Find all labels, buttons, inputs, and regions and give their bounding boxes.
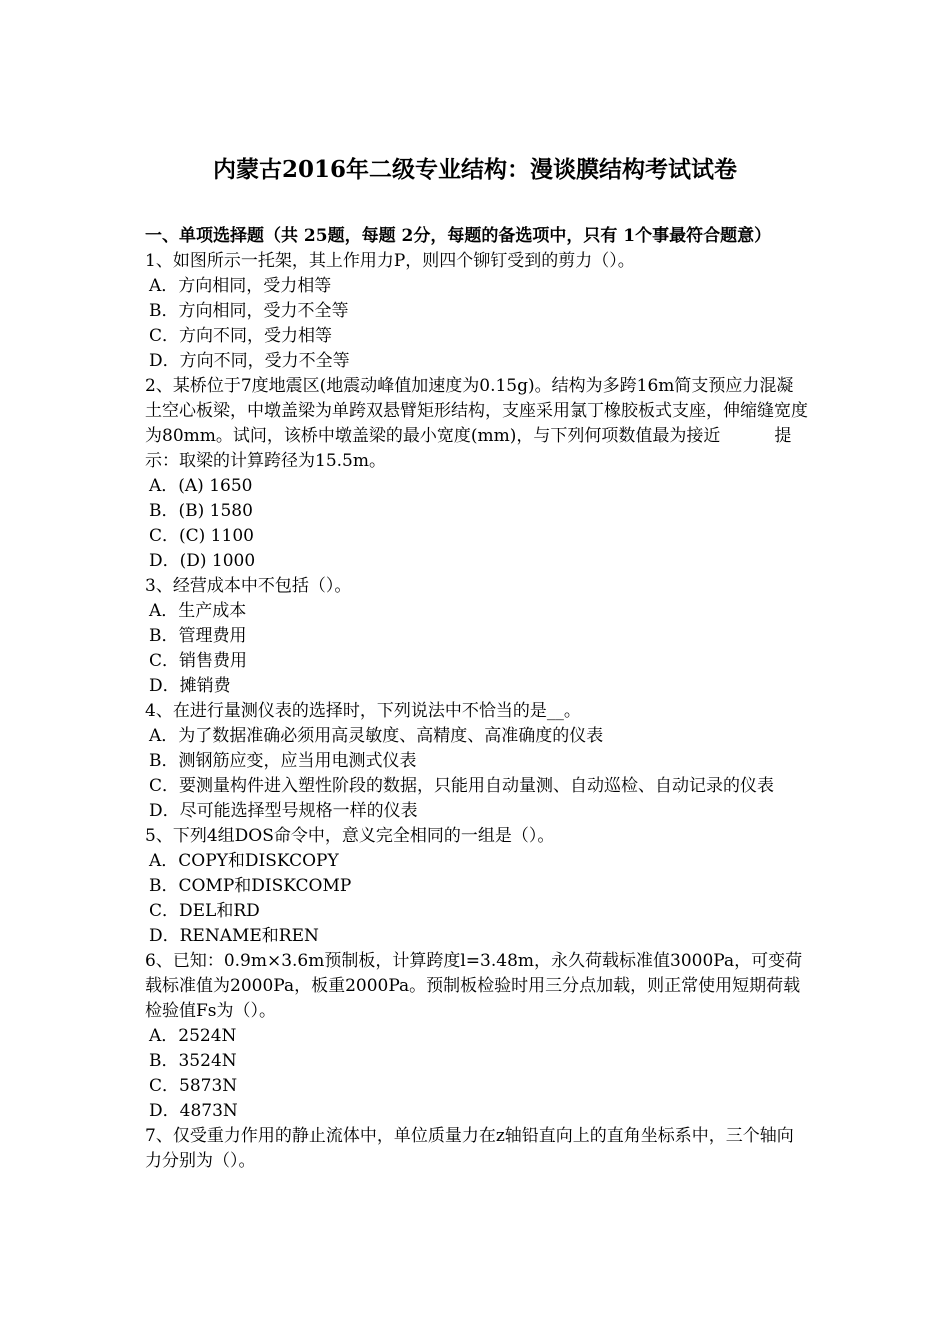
question-text: 6、已知：0.9m×3.6m预制板，计算跨度l=3.48m，永久荷载标准值3000Pa，可变荷载标准值为2000Pa，板重2000Pa。预制板检验时用三分点加载，则正常使用短期荷载检验值Fs为（）。 [145, 951, 803, 1021]
question-text: 3、经营成本中不包括（）。 [145, 576, 352, 596]
option-a: A．COPY和DISKCOPY [149, 851, 339, 871]
option-d: D．尽可能选择型号规格一样的仪表 [149, 801, 418, 821]
option-c: C．销售费用 [149, 651, 248, 671]
option-a: A．2524N [149, 1026, 237, 1046]
option-b: B．3524N [149, 1051, 237, 1071]
option-d: D．(D) 1000 [149, 551, 256, 571]
question-text: 5、下列4组DOS命令中，意义完全相同的一组是（）。 [145, 826, 555, 846]
question-text: 4、在进行量测仪表的选择时，下列说法中不恰当的是__。 [145, 701, 581, 721]
page-title: 内蒙古2016年二级专业结构：漫谈膜结构考试试卷 [212, 156, 737, 183]
option-c: C．方向不同，受力相等 [149, 326, 333, 346]
option-a: A．(A) 1650 [149, 476, 253, 496]
question-3 [145, 574, 810, 699]
question-4 [145, 699, 810, 824]
option-b: B．方向相同，受力不全等 [149, 301, 349, 321]
section-heading: 一、单项选择题（共 25题，每题 2分，每题的备选项中，只有 1个事最符合题意） [145, 226, 772, 246]
question-text: 2、某桥位于7度地震区(地震动峰值加速度为0.15g)。结构为多跨16m简支预应力混凝土空心板梁，中墩盖梁为单跨双悬臂矩形结构，支座采用氯丁橡胶板式支座，伸缩缝宽度为80mm。试问，该桥中墩盖梁的最小宽度(mm)，与下列何项数值最为接近 提示：取梁的计算跨径为15.5m。 [145, 376, 808, 471]
option-d: D．方向不同，受力不全等 [149, 351, 350, 371]
question-7 [145, 1124, 810, 1174]
option-b: B．管理费用 [149, 626, 247, 646]
question-text: 7、仅受重力作用的静止流体中，单位质量力在z轴铅直向上的直角坐标系中，三个轴向力分别为（）。 [145, 1126, 794, 1171]
option-a: A．为了数据准确必须用高灵敏度、高精度、高准确度的仪表 [149, 726, 604, 746]
question-5 [145, 824, 810, 949]
option-b: B．测钢筋应变，应当用电测式仪表 [149, 751, 417, 771]
question-1 [145, 249, 810, 374]
option-d: D．摊销费 [149, 676, 231, 696]
option-a: A．方向相同，受力相等 [149, 276, 332, 296]
option-b: B．(B) 1580 [149, 501, 253, 521]
question-2 [145, 374, 810, 574]
exam-content [145, 224, 810, 1174]
option-b: B．COMP和DISKCOMP [149, 876, 352, 896]
option-a: A．生产成本 [149, 601, 247, 621]
option-c: C．要测量构件进入塑性阶段的数据，只能用自动量测、自动巡检、自动记录的仪表 [149, 776, 775, 796]
option-c: C．(C) 1100 [149, 526, 254, 546]
question-6 [145, 949, 810, 1124]
option-d: D．4873N [149, 1101, 238, 1121]
question-text: 1、如图所示一托架，其上作用力P，则四个铆钉受到的剪力（）。 [145, 251, 635, 271]
option-d: D．RENAME和REN [149, 926, 319, 946]
option-c: C．5873N [149, 1076, 238, 1096]
option-c: C．DEL和RD [149, 901, 260, 921]
